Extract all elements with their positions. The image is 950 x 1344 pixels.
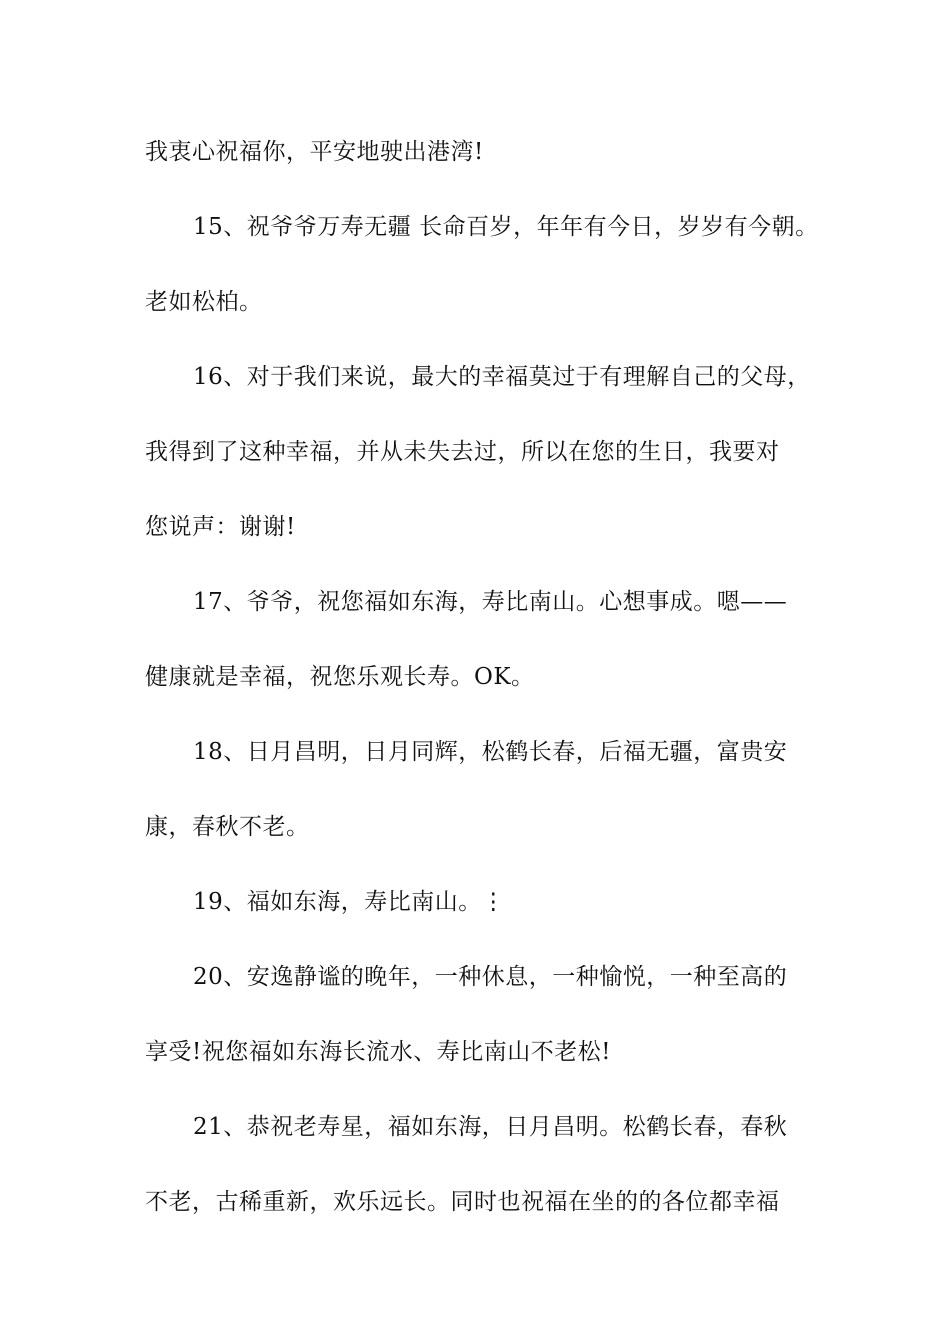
paragraph-17-line-1: 17、爷爷，祝您福如东海，寿比南山。心想事成。嗯—— [193, 589, 788, 615]
paragraph-21-line-1: 21、恭祝老寿星，福如东海，日月昌明。松鹤长春，春秋 [193, 1114, 788, 1140]
paragraph-20-line-1: 20、安逸静谧的晚年，一种休息，一种愉悦，一种至高的 [193, 964, 788, 990]
paragraph-16-line-2: 我得到了这种幸福，并从未失去过，所以在您的生日，我要对 [145, 439, 780, 465]
paragraph-16-line-3: 您说声：谢谢! [145, 514, 296, 540]
text-line-1: 我衷心祝福你，平安地驶出港湾! [145, 139, 484, 165]
paragraph-16-line-1: 16、对于我们来说，最大的幸福莫过于有理解自己的父母， [193, 364, 811, 390]
paragraph-17-line-2: 健康就是幸福，祝您乐观长寿。OK。 [145, 664, 535, 690]
paragraph-21-line-2: 不老，古稀重新，欢乐远长。同时也祝福在坐的的各位都幸福 [145, 1189, 780, 1215]
paragraph-15-line-2: 老如松柏。 [145, 289, 263, 315]
paragraph-18-line-1: 18、日月昌明，日月同辉，松鹤长春，后福无疆，富贵安 [193, 739, 788, 765]
paragraph-19-line-1: 19、福如东海，寿比南山。⋮ [193, 889, 506, 915]
paragraph-18-line-2: 康，春秋不老。 [145, 814, 310, 840]
paragraph-20-line-2: 享受!祝您福如东海长流水、寿比南山不老松! [145, 1039, 611, 1065]
paragraph-15-line-1: 15、祝爷爷万寿无疆 长命百岁，年年有今日，岁岁有今朝。 [193, 214, 819, 240]
